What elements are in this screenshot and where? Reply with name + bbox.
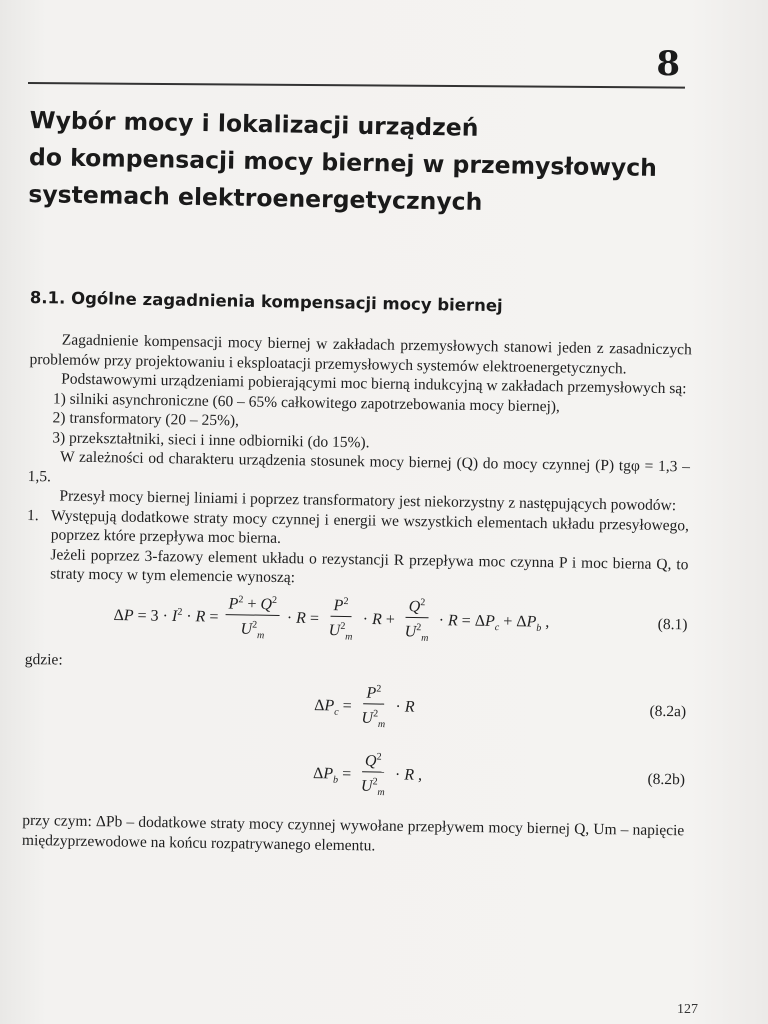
chapter-title-line: Wybór mocy i lokalizacji urządzeń	[29, 105, 479, 142]
chapter-title-line: do kompensacji mocy biernej w przemysłowych	[28, 142, 658, 182]
equation-body: $\Delta P = 3 \cdot I^2 \cdot R$ = $\frac{P^2 + Q^2}{U^2_m}$ · R = $\frac{P^2}{U^2_m}$ · R + $\frac{Q^2}{U^2_m}$ · $R = \Delta P_c + \Delta P_b$ ,	[113, 589, 550, 650]
list-item: 1) silniki asynchroniczne (60 – 65% całkowitego zapotrzebowania mocy biernej),	[52, 389, 561, 415]
paragraph: gdzie:	[24, 650, 63, 669]
paragraph: Przesył mocy biernej liniami i poprzez transformatory jest niekorzystny z następujących powodów:	[59, 487, 677, 515]
paragraph: Jeżeli poprzez 3-fazowy element układu o rezystancji R przepływa moc czynna P i moc bierna Q, to straty mocy w tym elemencie wynoszą:	[50, 545, 689, 587]
list-item: 2) transformatory (20 – 25%),	[52, 409, 240, 430]
body-text	[22, 330, 692, 860]
equation-label: (8.2a)	[649, 703, 687, 721]
equation-label: (8.1)	[657, 615, 688, 634]
equation-8-2a	[24, 669, 687, 745]
chapter-title	[28, 102, 690, 225]
paragraph: Zagadnienie kompensacji mocy biernej w zakładach przemysłowych stanowi jeden z zasadniczych problemów przy projektowaniu i eksploatacji przemysłowych systemów elektroenergetycznych.	[29, 331, 692, 377]
paragraph: przy czym: ΔPb – dodatkowe straty mocy czynnej wywołane przepływem mocy biernej Q, Um – napięcie międzyprzewodowe na końcu rozpatrywanego elementu.	[21, 811, 685, 854]
equation-label: (8.2b)	[647, 771, 686, 789]
paragraph: Podstawowymi urządzeniami pobierającymi moc bierną indukcyjną w zakładach przemysłowych są:	[61, 370, 687, 398]
page-number: 127	[677, 1002, 698, 1017]
item-number: 1.	[26, 506, 39, 524]
equation-body: $\Delta P_b$ = $\frac{Q^2}{U^2_m}$ · R ,	[313, 748, 423, 804]
chapter-number: 8	[656, 44, 680, 84]
section-title: 8.1. Ogólne zagadnienia kompensacji mocy biernej	[29, 288, 503, 316]
chapter-rule	[28, 82, 685, 89]
chapter-title-line: systemach elektroenergetycznych	[28, 179, 483, 216]
equation-8-2b	[23, 735, 686, 815]
equation-body: $\Delta P_c$ = $\frac{P^2}{U^2_m}$ · R	[314, 680, 415, 735]
list-item: 3) przekształtniki, sieci i inne odbiorniki (do 15%).	[52, 428, 370, 451]
item-text: Występują dodatkowe straty mocy czynnej i energii we wszystkich elementach układu przesyłowego, poprzez które przepływa moc bierna.	[50, 506, 690, 547]
paragraph: W zależności od charakteru urządzenia stosunek mocy biernej (Q) do mocy czynnej (P) tgφ = 1,3 – 1,5.	[27, 448, 691, 485]
equation-8-1	[25, 583, 688, 655]
